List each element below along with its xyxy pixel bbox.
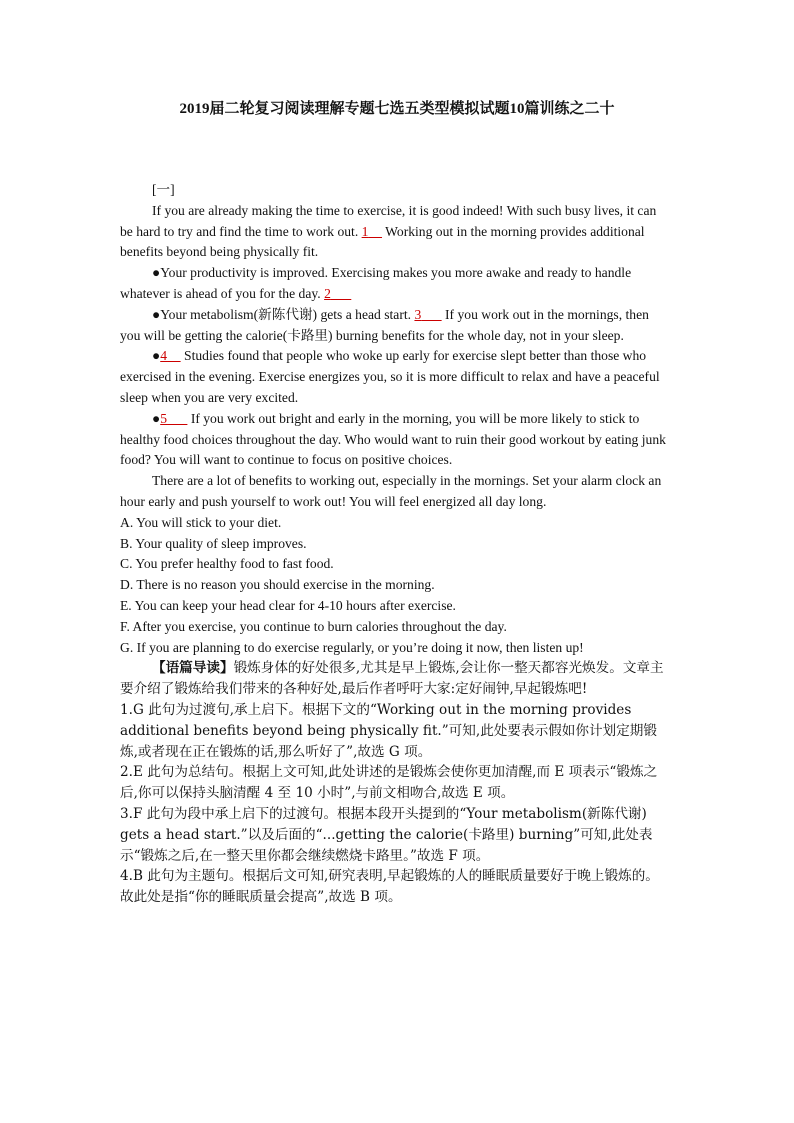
paragraph-1-text-a: If you are already making the time to exercise, it is good indeed! With such busy lives, it can be hard to try and find the time to work out. [120,202,657,239]
paragraph-3 [120,305,672,347]
paragraph-4-text-b: Studies found that people who woke up early for exercise slept better than those who exercised in the evening. Exercise energizes you, so it is more difficult to relax and have a peaceful sleep when you are very excited. [120,348,660,405]
answer-1: 1.G 此句为过渡句,承上启下。根据下文的“Working out in the morning provides additional benefits beyond being physically fit.”可知,此处要表示假如你计划定期锻炼,或者现在正在锻炼的话,那么听好了”,故选 G 项。 [120,701,657,760]
section-label: [一] [152,182,175,197]
guide-text: 锻炼身体的好处很多,尤其是早上锻炼,会让你一整天都容光焕发。文章主要介绍了锻炼给我们带来的各种好处,最后作者呼吁大家:定好闹钟,早起锻炼吧! [120,660,664,698]
answer-3: 3.F 此句为段中承上启下的过渡句。根据本段开头提到的“Your metabolism(新陈代谢) gets a head start.”以及后面的“...getting the calorie(卡路里) burning”可知,此处表示“锻炼之后,在一整天里你都会继续燃烧卡路里。”故选 F 项。 [120,805,653,864]
blank-1: 1 [361,223,369,239]
blank-2: 2 [324,285,331,301]
blank-4: 4 [160,348,168,364]
paragraph-2-text-a: ●Your productivity is improved. Exercising makes you more awake and ready to handle whatever is ahead of you for the day. [120,265,632,301]
bullet-4: ● [152,348,161,364]
paragraph-1 [120,201,672,263]
paragraph-1-text-b: Working out in the morning provides additional benefits beyond being physically fit. [120,223,645,260]
bullet-5: ● [152,410,161,426]
answer-4: 4.B 此句为主题句。根据后文可知,研究表明,早起锻炼的人的睡眠质量要好于晚上锻炼的。故此处是指“你的睡眠质量会提高”,故选 B 项。 [120,868,659,906]
answer-2: 2.E 此句为总结句。根据上文可知,此处讲述的是锻炼会使你更加清醒,而 E 项表示“锻炼之后,你可以保持头脑清醒 4 至 10 小时”,与前文相吻合,故选 E 项。 [120,764,658,802]
option-e: E. You can keep your head clear for 4-10 hours after exercise. [120,597,456,613]
option-g: G. If you are planning to do exercise regularly, or you’re doing it now, then listen up! [120,639,584,655]
guide-label: 【语篇导读】 [152,660,234,677]
paragraph-6: There are a lot of benefits to working out, especially in the mornings. Set your alarm clock an hour early and push yourself to work out! You will feel energized all day long. [120,473,662,509]
paragraph-3-text-b: If you work out in the mornings, then you will be getting the calorie(卡路里) burning benefits for the whole day, not in your sleep. [120,306,649,343]
document-body [120,180,672,908]
document-title: 2019届二轮复习阅读理解专题七选五类型模拟试题10篇训练之二十 [179,101,615,117]
option-a: A. You will stick to your diet. [120,514,282,530]
guide-paragraph [120,658,672,700]
paragraph-2 [120,263,672,305]
paragraph-4 [120,346,672,408]
option-d: D. There is no reason you should exercise in the morning. [120,577,435,593]
paragraph-3-text-a: ●Your metabolism(新陈代谢) gets a head start. [152,306,412,322]
blank-3: 3 [414,306,422,322]
option-f: F. After you exercise, you continue to burn calories throughout the day. [120,618,507,634]
option-b: B. Your quality of sleep improves. [120,535,307,551]
option-c: C. You prefer healthy food to fast food. [120,556,334,572]
paragraph-5 [120,409,672,471]
blank-5: 5 [160,410,168,426]
paragraph-5-text-b: If you work out bright and early in the morning, you will be more likely to stick to healthy food choices throughout the day. Who would want to ruin their good workout by eating junk food? You will want to continue to focus on positive choices. [120,410,666,468]
